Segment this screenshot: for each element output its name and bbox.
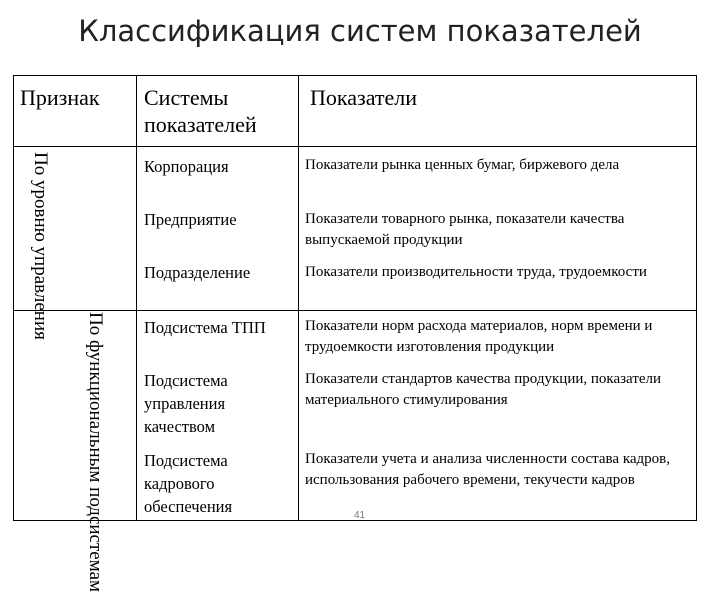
table-row-indicators: Показатели норм расхода материалов, норм времени и трудоемкости изготовления продукции bbox=[305, 318, 653, 355]
table-row-system: Подсистема ТПП bbox=[144, 318, 266, 337]
group-label-functional-subsystems: По функциональным подсистемам bbox=[85, 312, 106, 592]
group-label-management-level: По уровню управления bbox=[30, 152, 51, 340]
table-row-indicators: Показатели товарного рынка, показатели качества выпускаемой продукции bbox=[305, 211, 625, 248]
page-number: 41 bbox=[354, 510, 366, 521]
header-feature: Признак bbox=[20, 85, 100, 110]
table-row-system: Подсистема кадрового обеспечения bbox=[144, 451, 233, 516]
table-row-system: Корпорация bbox=[144, 157, 229, 176]
table-row-system: Предприятие bbox=[144, 210, 237, 229]
table-row-system: Подсистема управления качеством bbox=[144, 371, 228, 436]
table-row-indicators: Показатели стандартов качества продукции, показатели материального стимулирования bbox=[305, 371, 662, 408]
group-divider bbox=[13, 310, 697, 311]
table-row-system: Подразделение bbox=[144, 263, 251, 282]
table-row-indicators: Показатели производительности труда, трудоемкости bbox=[305, 264, 647, 280]
header-indicators: Показатели bbox=[310, 85, 418, 110]
column-divider-2 bbox=[298, 75, 299, 521]
header-divider bbox=[13, 146, 697, 147]
column-divider-1 bbox=[136, 75, 137, 521]
slide-title: Классификация систем показателей bbox=[78, 14, 642, 48]
table-row-indicators: Показатели рынка ценных бумаг, биржевого дела bbox=[305, 157, 620, 173]
header-systems: Системы показателей bbox=[144, 85, 257, 137]
table-row-indicators: Показатели учета и анализа численности состава кадров, использования рабочего времени, текучести кадров bbox=[305, 451, 671, 488]
